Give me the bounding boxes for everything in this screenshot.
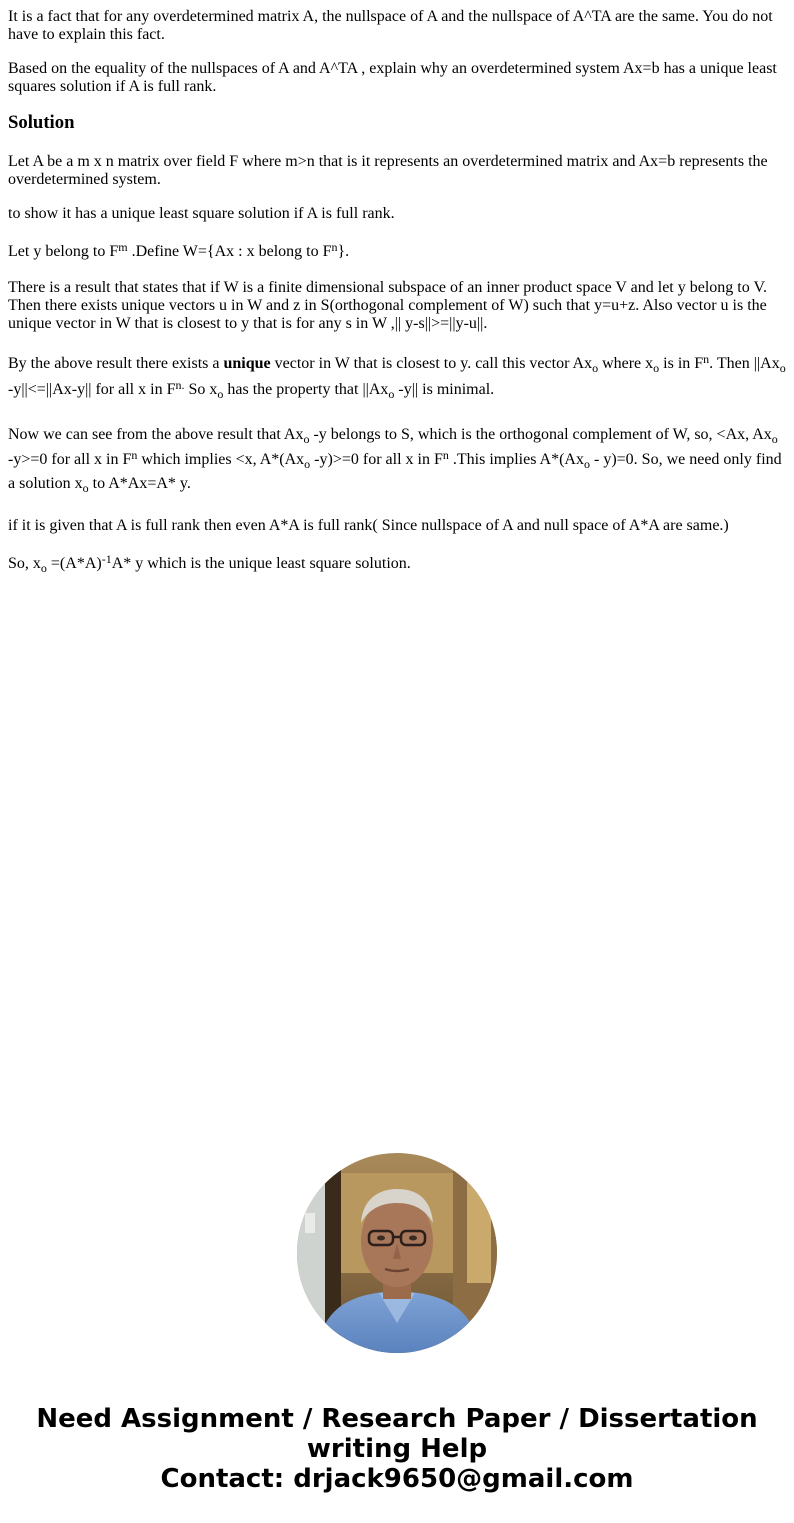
author-photo bbox=[297, 1153, 497, 1353]
footer-contact-text: Contact: drjack9650@gmail.com bbox=[160, 1464, 634, 1494]
solution-paragraph-6: Now we can see from the above result that $Ax_o$ -y belongs to S, which is the orthogonal complement of W, so, <Ax, $Ax_o$ -y>=0 for all x in $F^n$ which implies <x, $A*(Ax_o$ -y)>=0 for all x in $F^n$ .This implies $A*(Ax_o - y)=0$. So, we need only find a solution $x_o$ to A*Ax=A* y. bbox=[8, 426, 782, 495]
question-paragraph-2: Based on the equality of the nullspaces of A and A^TA , explain why an overdetermined system Ax=b has a unique least squares solution if A is full rank. bbox=[8, 60, 777, 95]
solution-paragraph-7: if it is given that A is full rank then even A*A is full rank( Since nullspace of A and null space of A*A are same.) bbox=[8, 516, 729, 534]
footer-banner bbox=[0, 1404, 794, 1494]
question-paragraph-1: It is a fact that for any overdetermined matrix A, the nullspace of A and the nullspace of A^TA are the same. You do not have to explain this fact. bbox=[8, 8, 773, 43]
author-portrait-image bbox=[297, 1153, 497, 1353]
solution-paragraph-8: So, $x_o =(A*A)^{-1}A*$ y which is the unique least square solution. bbox=[8, 551, 411, 575]
solution-paragraph-2: to show it has a unique least square solution if A is full rank. bbox=[8, 205, 395, 222]
solution-paragraph-5: By the above result there exists a unique vector in W that is closest to y. call this vector $Ax_o$ where $x_o$ is in $F^n$. Then $||Ax_o$ -y||<=||Ax-y|| for all x in $F^{n.}$ So $x_o$ has the property that $||Ax_o$ -y|| is minimal. bbox=[8, 352, 786, 401]
solution-paragraph-4: There is a result that states that if W is a finite dimensional subspace of an inner product space V and let y belong to V. Then there exists unique vectors u in W and z in S(orthogonal complement of W) such that y=u+z. Also vector u is the unique vector in W that is closest to y that is for any s in W ,|| y-s||>=||y-u||. bbox=[8, 279, 767, 332]
solution-paragraph-3: Let y belong to $F^m$ .Define W={Ax : x belong to $F^n$}. bbox=[8, 240, 350, 260]
solution-paragraph-1: Let A be a m x n matrix over field F where m>n that is it represents an overdetermined matrix and Ax=b represents the overdetermined system. bbox=[8, 153, 768, 188]
solution-heading: Solution bbox=[8, 112, 75, 133]
footer-help-text: Need Assignment / Research Paper / Dissertation writing Help bbox=[36, 1404, 758, 1464]
document-body bbox=[8, 8, 786, 589]
